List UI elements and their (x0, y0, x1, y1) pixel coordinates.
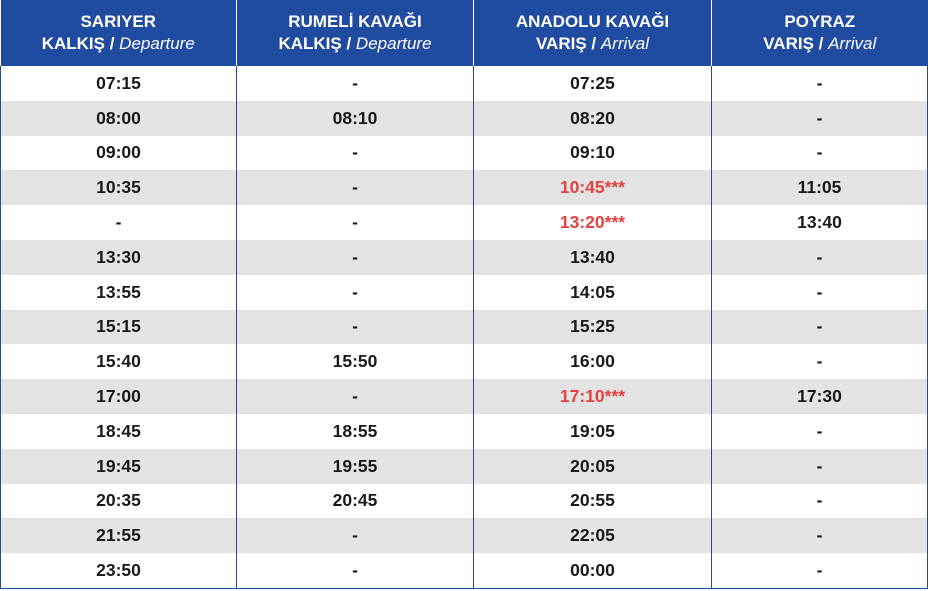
cell-poyraz-arrival: - (712, 449, 928, 484)
cell-rumeli-kavagi-departure: 08:10 (237, 101, 474, 136)
cell-rumeli-kavagi-departure: - (237, 518, 474, 553)
cell-poyraz-arrival: - (712, 136, 928, 171)
cell-rumeli-kavagi-departure: - (237, 275, 474, 310)
header-station-name: RUMELİ KAVAĞI (288, 12, 422, 31)
cell-poyraz-arrival: 11:05 (712, 170, 928, 205)
cell-sariyer-departure: 15:15 (1, 310, 237, 345)
header-station-name: POYRAZ (784, 12, 856, 31)
header-sariyer (1, 0, 237, 66)
cell-poyraz-arrival: - (712, 344, 928, 379)
cell-rumeli-kavagi-departure: - (237, 553, 474, 588)
header-direction-english: Departure (119, 34, 195, 53)
header-direction-label: KALKIŞ / (278, 34, 352, 53)
cell-sariyer-departure: 21:55 (1, 518, 237, 553)
cell-sariyer-departure: 13:55 (1, 275, 237, 310)
cell-sariyer-departure: 17:00 (1, 379, 237, 414)
cell-rumeli-kavagi-departure: - (237, 205, 474, 240)
cell-anadolu-kavagi-arrival: 09:10 (474, 136, 712, 171)
cell-sariyer-departure: 08:00 (1, 101, 237, 136)
cell-anadolu-kavagi-arrival: 08:20 (474, 101, 712, 136)
cell-poyraz-arrival: - (712, 553, 928, 588)
cell-poyraz-arrival: - (712, 101, 928, 136)
header-direction-label: VARIŞ / (763, 34, 824, 53)
cell-sariyer-departure: 19:45 (1, 449, 237, 484)
table-row (1, 205, 928, 240)
cell-sariyer-departure: 10:35 (1, 170, 237, 205)
header-station-name: ANADOLU KAVAĞI (515, 12, 670, 31)
cell-anadolu-kavagi-arrival: 10:45*** (474, 170, 712, 205)
cell-anadolu-kavagi-arrival: 22:05 (474, 518, 712, 553)
cell-anadolu-kavagi-arrival: 17:10*** (474, 379, 712, 414)
cell-rumeli-kavagi-departure: 15:50 (237, 344, 474, 379)
cell-poyraz-arrival: - (712, 275, 928, 310)
timetable-header (1, 0, 928, 66)
table-row (1, 553, 928, 588)
cell-poyraz-arrival: 17:30 (712, 379, 928, 414)
header-direction (237, 33, 473, 55)
cell-rumeli-kavagi-departure: - (237, 66, 474, 101)
cell-poyraz-arrival: - (712, 518, 928, 553)
cell-rumeli-kavagi-departure: 20:45 (237, 484, 474, 519)
header-direction (1, 33, 237, 55)
cell-anadolu-kavagi-arrival: 00:00 (474, 553, 712, 588)
table-row (1, 484, 928, 519)
cell-sariyer-departure: - (1, 205, 237, 240)
table-row (1, 344, 928, 379)
cell-poyraz-arrival: - (712, 310, 928, 345)
cell-anadolu-kavagi-arrival: 15:25 (474, 310, 712, 345)
header-direction (712, 33, 928, 55)
header-direction-english: Arrival (600, 34, 650, 53)
table-row (1, 414, 928, 449)
cell-poyraz-arrival: - (712, 66, 928, 101)
cell-rumeli-kavagi-departure: - (237, 136, 474, 171)
cell-poyraz-arrival: - (712, 240, 928, 275)
table-row (1, 101, 928, 136)
cell-poyraz-arrival: 13:40 (712, 205, 928, 240)
cell-sariyer-departure: 07:15 (1, 66, 237, 101)
table-row (1, 379, 928, 414)
cell-anadolu-kavagi-arrival: 19:05 (474, 414, 712, 449)
cell-sariyer-departure: 15:40 (1, 344, 237, 379)
table-row (1, 310, 928, 345)
header-direction-english: Departure (355, 34, 432, 53)
cell-anadolu-kavagi-arrival: 07:25 (474, 66, 712, 101)
cell-anadolu-kavagi-arrival: 20:55 (474, 484, 712, 519)
timetable-body (1, 66, 928, 589)
cell-sariyer-departure: 23:50 (1, 553, 237, 588)
cell-poyraz-arrival: - (712, 414, 928, 449)
cell-anadolu-kavagi-arrival: 13:40 (474, 240, 712, 275)
cell-sariyer-departure: 18:45 (1, 414, 237, 449)
header-poyraz (712, 0, 928, 66)
cell-rumeli-kavagi-departure: - (237, 310, 474, 345)
table-row (1, 136, 928, 171)
header-anadolu-kavagi (474, 0, 712, 66)
cell-anadolu-kavagi-arrival: 16:00 (474, 344, 712, 379)
table-row (1, 449, 928, 484)
cell-rumeli-kavagi-departure: - (237, 170, 474, 205)
cell-anadolu-kavagi-arrival: 20:05 (474, 449, 712, 484)
cell-rumeli-kavagi-departure: - (237, 379, 474, 414)
cell-anadolu-kavagi-arrival: 14:05 (474, 275, 712, 310)
cell-rumeli-kavagi-departure: - (237, 240, 474, 275)
header-direction (474, 33, 711, 55)
table-row (1, 518, 928, 553)
table-row (1, 66, 928, 101)
header-row (1, 0, 928, 66)
cell-poyraz-arrival: - (712, 484, 928, 519)
header-direction-english: Arrival (828, 34, 877, 53)
table-row (1, 170, 928, 205)
header-station-name: SARIYER (80, 12, 157, 31)
cell-rumeli-kavagi-departure: 19:55 (237, 449, 474, 484)
header-rumeli-kavagi (237, 0, 474, 66)
cell-rumeli-kavagi-departure: 18:55 (237, 414, 474, 449)
cell-sariyer-departure: 09:00 (1, 136, 237, 171)
header-direction-label: KALKIŞ / (41, 34, 115, 53)
header-direction-label: VARIŞ / (535, 34, 597, 53)
table-row (1, 275, 928, 310)
cell-sariyer-departure: 20:35 (1, 484, 237, 519)
cell-anadolu-kavagi-arrival: 13:20*** (474, 205, 712, 240)
table-row (1, 240, 928, 275)
cell-sariyer-departure: 13:30 (1, 240, 237, 275)
